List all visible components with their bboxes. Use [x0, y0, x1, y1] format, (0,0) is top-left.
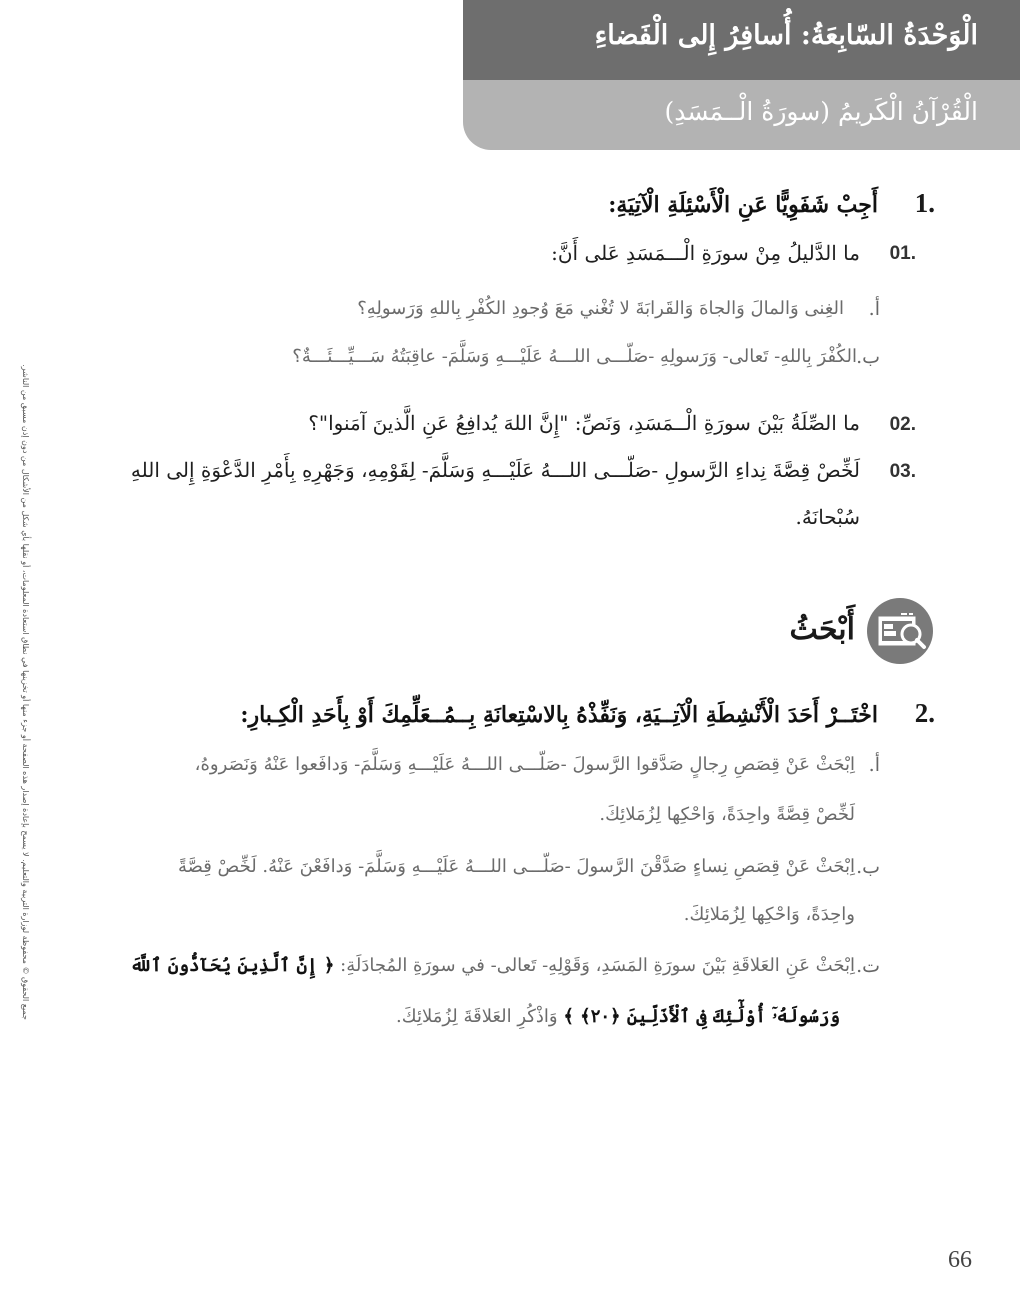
section-2-number: 2. — [914, 698, 935, 728]
lesson-title: الْقُرْآنُ الْكَريمُ (سورَةُ الْــمَسَدِ) — [664, 97, 978, 126]
activity-c-line-1-text: اِبْحَثْ عَنِ العَلاقَةِ بَيْنَ سورَةِ المَسَدِ، وَقَوْلِهِ- تَعالى- في سورَةِ المُجادَلَةِ: — [340, 955, 855, 976]
copyright-text: جميع الحقوق © محفوظة لوزارة التربية والتعليم. لا يسمح بإعادة إصدار هذه الصفحة أو جزء منها أو تخزينها في نطاق استعادة المعلومات، أو نقلها بأي شكل من الأشكال من دون إذن مسبق من الناشر. — [21, 364, 30, 1020]
question-2-number: 02. — [889, 414, 916, 435]
activity-a-letter: أ. — [868, 754, 880, 776]
quran-verse-part-1: ﴿ إِنَّ ٱلَّذِينَ يُحَآدُّونَ ٱللَّهَ — [130, 955, 335, 976]
section-2-title: اخْتَــرْ أَحَدَ الْأَنْشِطَةِ الْآتِــيَةِ، وَنَفِّذْهُ بِالاسْتِعانَةِ بِــمُــعَلِّمِكَ أَوْ بِأَحَدِ الْكِـبارِ: — [240, 702, 878, 728]
question-1-a-text: الغِنى وَالمالَ وَالجاهَ وَالقَرابَةَ لا تُغْني مَعَ وُجودِ الكُفْرِ بِاللهِ وَرَسولِهِ؟ — [357, 298, 844, 319]
activity-b-line-2: واحِدَةً، وَاحْكِها لِزُمَلائِكَ. — [683, 904, 855, 925]
research-heading: أَبْحَثُ — [789, 612, 855, 647]
unit-header — [463, 0, 1020, 80]
activity-c-line-2 — [396, 1002, 840, 1032]
question-1-text: ما الدَّليلُ مِنْ سورَةِ الْـــمَسَدِ عَلى أَنَّ: — [551, 241, 860, 265]
activity-c-letter: ت. — [856, 955, 880, 977]
activity-b-letter: ب. — [856, 856, 880, 878]
activity-c-line-2-text: وَاذْكُرِ العَلاقَةَ لِزُمَلائِكَ. — [396, 1006, 558, 1027]
question-2-text: ما الصِّلَةُ بَيْنَ سورَةِ الْــمَسَدِ، وَنَصِّ: "إِنَّ اللهَ يُدافِعُ عَنِ الَّذينَ آمَنوا"؟ — [308, 411, 860, 435]
activity-b-line-1: اِبْحَثْ عَنْ قِصَصِ نِساءٍ صَدَّقْنَ الرَّسولَ -صَلّـــى اللـــهُ عَلَيْـــهِ وَسَلَّمَ- وَدافَعْنَ عَنْهُ. لَخِّصْ قِصَّةً — [177, 856, 855, 877]
research-magnifier-icon — [867, 598, 933, 664]
question-3-number: 03. — [889, 461, 916, 482]
question-1-b-text: الكُفْرَ بِاللهِ- تَعالى- وَرَسولِهِ -صَلّـــى اللـــهُ عَلَيْـــهِ وَسَلَّمَ- عاقِبَتُهُ سَـــيِّـــئَـــةٌ؟ — [292, 346, 857, 367]
copyright-note — [19, 300, 31, 1020]
section-1-number: 1. — [914, 188, 935, 218]
question-1-number: 01. — [889, 243, 916, 264]
page-number: 66 — [948, 1247, 972, 1273]
question-3-line-2: سُبْحانَهُ. — [795, 505, 860, 529]
activity-c-line-1 — [130, 951, 855, 981]
quran-verse-part-2: وَرَسُولَهُۥٓ أُوْلَٰٓئِكَ فِى ٱلْأَذَلِّينَ ﴿٢٠﴾ ﴾ — [563, 1006, 840, 1027]
question-1-b-letter: ب. — [856, 346, 880, 368]
activity-a-line-1: اِبْحَثْ عَنْ قِصَصِ رِجالٍ صَدَّقوا الرَّسولَ -صَلّـــى اللـــهُ عَلَيْـــهِ وَسَلَّمَ- وَدافَعوا عَنْهُ وَنَصَروهُ، — [194, 754, 855, 775]
section-1-title: أَجِبْ شَفَوِيًّا عَنِ الْأَسْئِلَةِ الْآتِيَةِ: — [608, 192, 878, 218]
unit-title: الْوَحْدَةُ السّابِعَةُ: أُسافِرُ إِلى الْفَضاءِ — [594, 20, 978, 51]
question-3-line-1: لَخِّصْ قِصَّةَ نِداءِ الرَّسولِ -صَلّـــى اللـــهُ عَلَيْـــهِ وَسَلَّمَ- لِقَوْمِهِ، وَجَهْرِهِ بِأَمْرِ الدَّعْوَةِ إِلى اللهِ — [130, 458, 860, 482]
activity-a-line-2: لَخِّصْ قِصَّةً واحِدَةً، وَاحْكِها لِزُمَلائِكَ. — [599, 804, 855, 825]
question-1-a-letter: أ. — [868, 298, 880, 320]
lesson-header — [463, 80, 1020, 150]
